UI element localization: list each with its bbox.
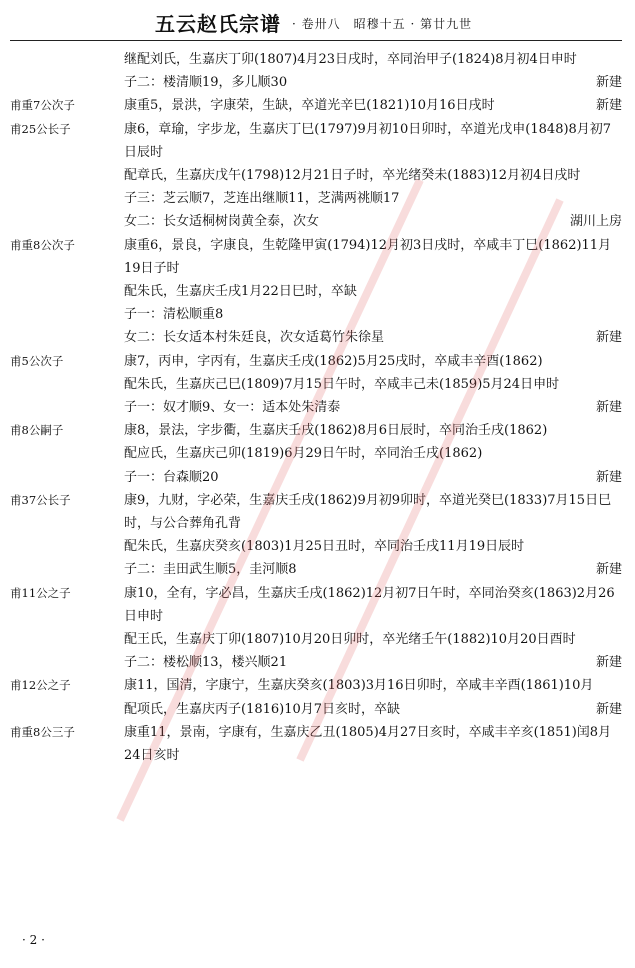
genealogy-entry: [10, 466, 622, 489]
entry-text: 配王氏，生嘉庆丁卯(1807)10月20日卯时，卒光绪壬午(1882)10月20日酉时: [124, 632, 576, 648]
genealogy-entry: [10, 489, 622, 535]
lineage-label: [10, 558, 124, 581]
entry-content: [124, 118, 622, 164]
lineage-label: 甫11公之子: [10, 585, 71, 600]
entry-content: [124, 628, 622, 651]
genealogy-entry: [10, 48, 622, 71]
book-title: 五云赵氏宗谱: [155, 12, 281, 36]
entry-text: 子二：圭田武生顺5，圭河顺8: [124, 562, 297, 578]
entry-content: [124, 651, 622, 674]
entry-content: [124, 373, 622, 396]
genealogy-entry: [10, 628, 622, 651]
entry-content: [124, 350, 622, 373]
entry-text: 继配刘氏，生嘉庆丁卯(1807)4月23日戌时，卒同治甲子(1824)8月初4日申时: [124, 52, 577, 67]
residence-note: 新建: [595, 330, 622, 346]
residence-note: 新建: [595, 655, 622, 671]
entry-text: 康11，国清，字康宁，生嘉庆癸亥(1803)3月16日卯时，卒咸丰辛酉(1861)10月: [124, 678, 594, 694]
genealogy-entry: [10, 303, 622, 326]
entry-content: [124, 442, 622, 465]
header-rule: [10, 40, 622, 41]
entry-content: [124, 187, 622, 210]
residence-note: 新建: [595, 98, 622, 114]
lineage-label: 甫12公之子: [10, 678, 71, 693]
lineage-label: [10, 48, 124, 71]
genealogy-entry: [10, 419, 622, 442]
residence-note: 新建: [595, 562, 622, 578]
entry-content: [124, 94, 622, 117]
entry-text: 配朱氏，生嘉庆癸亥(1803)1月25日丑时，卒同治壬戌11月19日辰时: [124, 539, 525, 555]
residence-note: 新建: [595, 400, 622, 416]
entry-text: 配应氏，生嘉庆己卯(1819)6月29日午时，卒同治壬戌(1862): [124, 446, 483, 462]
entry-content: [124, 419, 622, 442]
genealogy-entry: [10, 187, 622, 210]
genealogy-entry: [10, 71, 622, 94]
entry-content: [124, 396, 622, 419]
entry-text: 子二：楼清顺19，多儿顺30: [124, 75, 288, 91]
genealogy-entry: [10, 698, 622, 721]
lineage-label: [10, 326, 124, 349]
lineage-label: [10, 187, 124, 210]
residence-note: 新建: [595, 701, 622, 717]
lineage-label: 甫5公次子: [10, 353, 64, 368]
residence-note: 新建: [595, 75, 622, 91]
lineage-label: [10, 280, 124, 303]
genealogy-entry: [10, 721, 622, 767]
volume-subtitle: · 卷卅八 昭穆十五 · 第廿九世: [292, 17, 473, 31]
lineage-label: [10, 71, 124, 94]
genealogy-entry: [10, 442, 622, 465]
residence-note: 湖川上房: [569, 214, 622, 230]
entry-text: 子一：清松顺重8: [124, 307, 224, 323]
genealogy-entry: [10, 326, 622, 349]
entry-content: [124, 164, 622, 187]
entry-content: [124, 210, 622, 233]
entry-content: [124, 489, 622, 535]
entry-content: [124, 71, 622, 94]
entry-text: 配朱氏，生嘉庆己巳(1809)7月15日午时，卒咸丰己未(1859)5月24日申时: [124, 376, 560, 392]
lineage-label: [10, 535, 124, 558]
entry-content: [124, 535, 622, 558]
entry-content: [124, 582, 622, 628]
genealogy-entry: [10, 280, 622, 303]
lineage-label: 甫重7公次子: [10, 98, 75, 113]
genealogy-entry: [10, 210, 622, 233]
lineage-label: [10, 164, 124, 187]
lineage-label: [10, 466, 124, 489]
entry-text: 女二：长女适桐树岗黄全泰，次女: [124, 214, 320, 230]
genealogy-entry: [10, 234, 622, 280]
lineage-label: [10, 442, 124, 465]
entry-content: [124, 721, 622, 767]
lineage-label: [10, 373, 124, 396]
entry-content: [124, 674, 622, 697]
entry-text: 配章氏，生嘉庆戊午(1798)12月21日子时，卒光绪癸未(1883)12月初4日戌时: [124, 168, 581, 184]
genealogy-entry: [10, 350, 622, 373]
entry-text: 康重11，景南，字康有，生嘉庆乙丑(1805)4月27日亥时，卒咸丰辛亥(1851)闰8月24日亥时: [124, 724, 612, 764]
entry-text: 康8，景法，字步衢，生嘉庆壬戌(1862)8月6日辰时，卒同治壬戌(1862): [124, 423, 548, 439]
entry-text: 康7，丙申，字丙有，生嘉庆壬戌(1862)5月25戌时，卒咸丰辛酉(1862): [124, 353, 543, 369]
entry-text: 康重5，景洪，字康荣，生缺，卒道光辛巳(1821)10月16日戌时: [124, 98, 495, 114]
genealogy-entry: [10, 94, 622, 117]
genealogy-entry: [10, 396, 622, 419]
page-number: · 2 ·: [22, 933, 45, 947]
genealogy-entry: [10, 674, 622, 697]
entry-text: 康9，九财，字必荣，生嘉庆壬戌(1862)9月初9卯时，卒道光癸巳(1833)7月15日巳时，与公合葬角孔背: [124, 492, 612, 532]
entry-text: 康10，全有，字必昌，生嘉庆壬戌(1862)12月初7日午时，卒同治癸亥(1863)2月26日申时: [124, 585, 615, 624]
entry-content: [124, 558, 622, 581]
genealogy-entry: [10, 651, 622, 674]
genealogy-entry: [10, 164, 622, 187]
genealogy-entry: [10, 558, 622, 581]
genealogy-entries: [10, 48, 622, 767]
entry-text: 子二：楼松顺13，楼兴顺21: [124, 655, 288, 671]
lineage-label: 甫37公长子: [10, 492, 71, 507]
entry-content: [124, 698, 622, 721]
entry-text: 康重6，景良，字康良，生乾隆甲寅(1794)12月初3日戌时，卒咸丰丁巳(1862)11月19日子时: [124, 237, 612, 276]
genealogy-entry: [10, 535, 622, 558]
entry-text: 子三：芝云顺7，芝连出继顺11，芝满两祧顺17: [124, 191, 400, 207]
lineage-label: 甫8公嗣子: [10, 423, 64, 438]
entry-content: [124, 326, 622, 349]
entry-content: [124, 466, 622, 489]
entry-content: [124, 303, 622, 326]
entry-text: 女二：长女适本村朱廷良，次女适葛竹朱徐星: [124, 330, 385, 346]
entry-text: 子一：台森顺20: [124, 469, 219, 485]
lineage-label: [10, 628, 124, 651]
lineage-label: [10, 651, 124, 674]
entry-content: [124, 234, 622, 280]
genealogy-entry: [10, 373, 622, 396]
page-header: [0, 0, 635, 40]
entry-text: 配朱氏，生嘉庆壬戌1月22日巳时，卒缺: [124, 284, 357, 300]
entry-text: 康6，章瑜，字步龙，生嘉庆丁巳(1797)9月初10日卯时，卒道光戊申(1848)8月初7日辰时: [124, 121, 612, 160]
lineage-label: 甫重8公三子: [10, 724, 75, 739]
lineage-label: 甫25公长子: [10, 121, 71, 136]
genealogy-entry: [10, 118, 622, 164]
entry-text: 子一：奴才顺9、女一：适本处朱清泰: [124, 400, 341, 416]
entry-content: [124, 280, 622, 303]
lineage-label: 甫重8公次子: [10, 237, 75, 252]
lineage-label: [10, 698, 124, 721]
genealogy-entry: [10, 582, 622, 628]
lineage-label: [10, 210, 124, 233]
lineage-label: [10, 303, 124, 326]
lineage-label: [10, 396, 124, 419]
entry-content: [124, 48, 622, 71]
residence-note: 新建: [595, 469, 622, 485]
entry-text: 配项氏，生嘉庆丙子(1816)10月7日亥时，卒缺: [124, 701, 401, 717]
